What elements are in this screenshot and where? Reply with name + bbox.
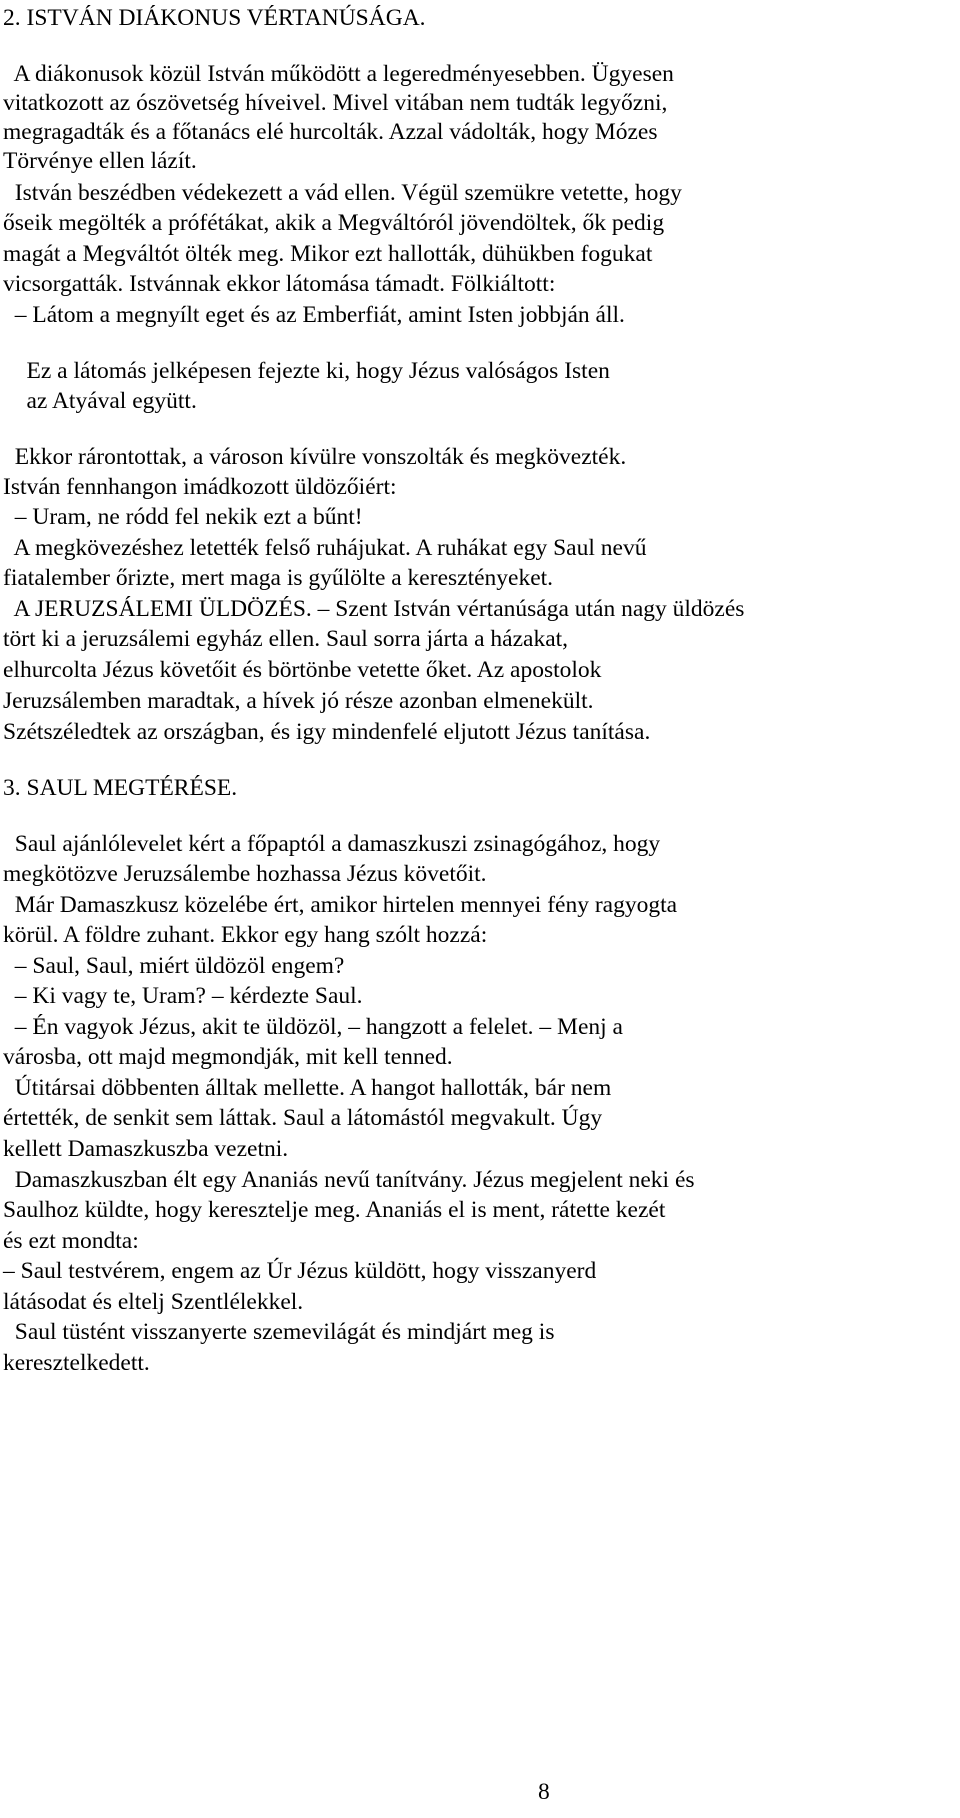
text-line: vicsorgatták. Istvánnak ekkor látomása támadt. Fölkiáltott: [3, 271, 556, 297]
quote-line: – Saul testvérem, engem az Úr Jézus küldött, hogy visszanyerd [3, 1258, 597, 1284]
section-heading-saul: 3. SAUL MEGTÉRÉSE. [3, 775, 238, 801]
quote-line: – Én vagyok Jézus, akit te üldözöl, – hangzott a felelet. – Menj a [3, 1014, 623, 1040]
text-line: Útitársai döbbenten álltak mellette. A hangot hallották, bár nem [3, 1075, 612, 1101]
text-line: Ez a látomás jelképesen fejezte ki, hogy Jézus valóságos Isten [3, 358, 610, 384]
text-line: keresztelkedett. [3, 1350, 150, 1376]
text-line: A diákonusok közül István működött a legeredményesebben. Ügyesen [3, 61, 674, 87]
quote-line: – Látom a megnyílt eget és az Emberfiát, amint Isten jobbján áll. [3, 302, 625, 328]
text-line: István fennhangon imádkozott üldözőiért: [3, 474, 397, 500]
text-line: vitatkozott az ószövetség híveivel. Mivel vitában nem tudták legyőzni, [3, 90, 668, 116]
text-line: Jeruzsálemben maradtak, a hívek jó része azonban elmenekült. [3, 688, 594, 714]
text-line: elhurcolta Jézus követőit és börtönbe vetette őket. Az apostolok [3, 657, 602, 683]
text-line: megkötözve Jeruzsálembe hozhassa Jézus követőit. [3, 861, 487, 887]
text-line: Saul tüstént visszanyerte szemevilágát és mindjárt meg is [3, 1319, 555, 1345]
quote-line: – Uram, ne ródd fel nekik ezt a bűnt! [3, 504, 363, 530]
text-line: fiatalember őrizte, mert maga is gyűlölte a keresztényeket. [3, 565, 554, 591]
section-heading-istvan: 2. ISTVÁN DIÁKONUS VÉRTANÚSÁGA. [3, 5, 426, 31]
quote-line: – Ki vagy te, Uram? – kérdezte Saul. [3, 983, 363, 1009]
text-line: Törvénye ellen lázít. [3, 148, 197, 174]
text-line: Saul ajánlólevelet kért a főpaptól a damaszkuszi zsinagógához, hogy [3, 831, 661, 857]
text-line: az Atyával együtt. [3, 388, 197, 414]
text-line: őseik megölték a prófétákat, akik a Megváltóról jövendöltek, ők pedig [3, 210, 665, 236]
text-line: Ekkor rárontottak, a városon kívülre vonszolták és megkövezték. [3, 444, 627, 470]
text-line: és ezt mondta: [3, 1228, 139, 1254]
text-line: magát a Megváltót ölték meg. Mikor ezt hallották, dühükben fogukat [3, 241, 653, 267]
text-line: A megkövezéshez letették felső ruhájukat. A ruhákat egy Saul nevű [3, 535, 647, 561]
page-number: 8 [538, 1779, 550, 1805]
text-line: látásodat és eltelj Szentlélekkel. [3, 1289, 304, 1315]
text-line: kellett Damaszkuszba vezetni. [3, 1136, 289, 1162]
text-line: tört ki a jeruzsálemi egyház ellen. Saul sorra járta a házakat, [3, 626, 569, 652]
text-line: Damaszkuszban élt egy Ananiás nevű tanítvány. Jézus megjelent neki és [3, 1167, 695, 1193]
text-line: Szétszéledtek az országban, és igy mindenfelé eljutott Jézus tanítása. [3, 719, 651, 745]
text-line: A JERUZSÁLEMI ÜLDÖZÉS. – Szent István vértanúsága után nagy üldözés [3, 596, 745, 622]
text-line: Saulhoz küldte, hogy keresztelje meg. Ananiás el is ment, rátette kezét [3, 1197, 666, 1223]
text-line: István beszédben védekezett a vád ellen. Végül szemükre vetette, hogy [3, 180, 682, 206]
quote-line: – Saul, Saul, miért üldözöl engem? [3, 953, 345, 979]
text-line: városba, ott majd megmondják, mit kell tenned. [3, 1044, 453, 1070]
text-line: körül. A földre zuhant. Ekkor egy hang szólt hozzá: [3, 922, 488, 948]
text-line: értették, de senkit sem láttak. Saul a látomástól megvakult. Úgy [3, 1105, 603, 1131]
text-line: megragadták és a főtanács elé hurcolták. Azzal vádolták, hogy Mózes [3, 119, 658, 145]
text-line: Már Damaszkusz közelébe ért, amikor hirtelen mennyei fény ragyogta [3, 892, 678, 918]
